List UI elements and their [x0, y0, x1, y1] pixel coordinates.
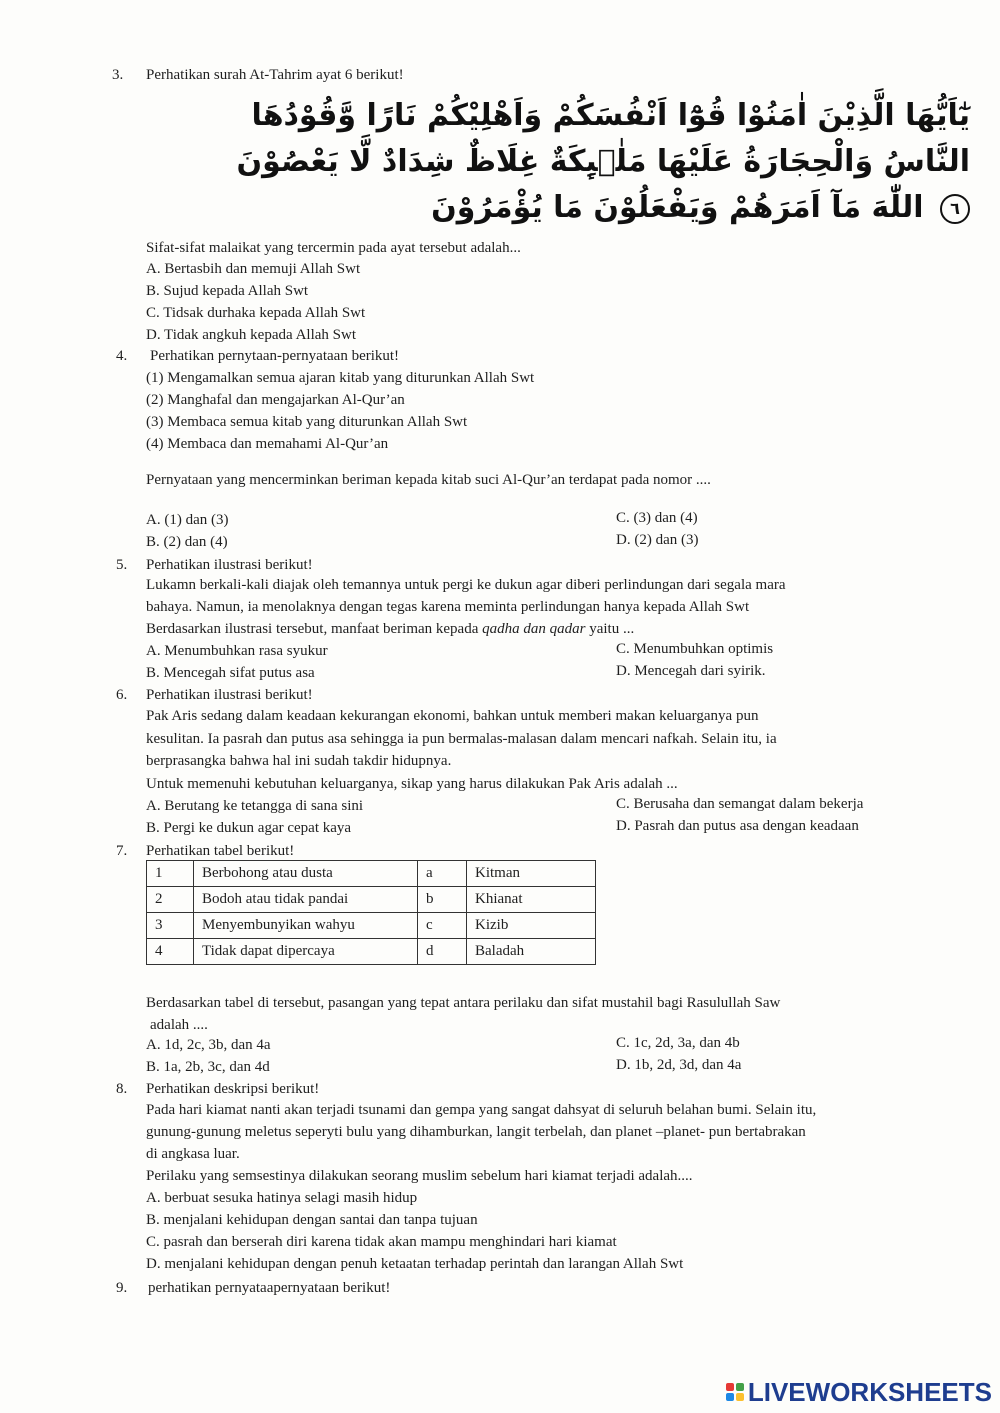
logo-text: LIVEWORKSHEETS [747, 1376, 992, 1407]
q6-option-a: A. Berutang ke tetangga di sana sini [146, 798, 364, 814]
liveworksheets-logo [726, 1377, 992, 1407]
q7-option-d: D. 1b, 2d, 3d, dan 4a [616, 1057, 742, 1073]
q8-prompt: Perhatikan deskripsi berikut! [146, 1081, 320, 1097]
q4-option-b: B. (2) dan (4) [146, 534, 228, 550]
q8-text-line-1: Pada hari kiamat nanti akan terjadi tsunami dan gempa yang sangat dahsyat di seluruh belahan bumi. Selain itu, [146, 1102, 817, 1118]
q4-statement-4: (4) Membaca dan memahami Al-Qur’an [146, 436, 389, 452]
q7-text-line-2: adalah .... [150, 1017, 208, 1033]
q8-option-d: D. menjalani kehidupan dengan penuh ketaatan terhadap perintah dan larangan Allah Swt [146, 1256, 684, 1272]
q5-question-post: yaitu ... [585, 621, 635, 637]
table-cell: Kizib [467, 913, 596, 939]
q3-arabic-line-1: يٰٓاَيُّهَا الَّذِيْنَ اٰمَنُوْا قُوْٓا اَنْفُسَكُمْ وَاَهْلِيْكُمْ نَارًا وَّقُوْدُهَا [251, 98, 970, 133]
q5-question [146, 620, 634, 638]
logo-square [726, 1393, 734, 1401]
q7-option-b: B. 1a, 2b, 3c, dan 4d [146, 1059, 270, 1075]
ayah-marker: ٦ [940, 194, 970, 224]
logo-square [726, 1383, 734, 1391]
q4-statement-3: (3) Membaca semua kitab yang diturunkan Allah Swt [146, 414, 468, 430]
q8-option-a: A. berbuat sesuka hatinya selagi masih hidup [146, 1190, 418, 1206]
q8-option-c: C. pasrah dan berserah diri karena tidak akan mampu menghindari hari kiamat [146, 1234, 617, 1250]
q6-option-d: D. Pasrah dan putus asa dengan keadaan [616, 818, 859, 834]
q6-text-line-3: berprasangka bahwa hal ini sudah takdir hidupnya. [146, 753, 452, 769]
table-row [147, 939, 596, 965]
table-cell: Menyembunyikan wahyu [194, 913, 418, 939]
q5-question-italic: qadha dan qadar [482, 621, 586, 637]
q8-text-line-3: di angkasa luar. [146, 1146, 240, 1162]
table-cell: Baladah [467, 939, 596, 965]
q5-text-line-1: Lukamn berkali-kali diajak oleh temannya untuk pergi ke dukun agar diberi perlindungan dari segala mara [146, 577, 786, 593]
q5-option-d: D. Mencegah dari syirik. [616, 663, 766, 679]
logo-square [736, 1393, 744, 1401]
table-cell: b [418, 887, 467, 913]
table-cell: a [418, 861, 467, 887]
table-cell: c [418, 913, 467, 939]
q5-prompt: Perhatikan ilustrasi berikut! [146, 557, 313, 573]
table-cell: Tidak dapat dipercaya [194, 939, 418, 965]
q5-option-a: A. Menumbuhkan rasa syukur [146, 643, 328, 659]
logo-mark-icon [726, 1383, 744, 1401]
q9-number: 9. [116, 1280, 128, 1296]
q3-prompt: Perhatikan surah At-Tahrim ayat 6 berikut! [146, 67, 404, 83]
q7-text-line-1: Berdasarkan tabel di tersebut, pasangan yang tepat antara perilaku dan sifat mustahil bagi Rasulullah Saw [146, 995, 781, 1011]
q4-option-d: D. (2) dan (3) [616, 532, 699, 548]
q4-statement-1: (1) Mengamalkan semua ajaran kitab yang diturunkan Allah Swt [146, 370, 535, 386]
table-cell: Berbohong atau dusta [194, 861, 418, 887]
q6-question: Untuk memenuhi kebutuhan keluarganya, sikap yang harus dilakukan Pak Aris adalah ... [146, 776, 678, 792]
q8-text-line-2: gunung-gunung meletus seperyti bulu yang dihamburkan, langit terbelah, dan planet –planet- pun bertabrakan [146, 1124, 806, 1140]
q5-number: 5. [116, 557, 128, 573]
q8-option-b: B. menjalani kehidupan dengan santai dan tanpa tujuan [146, 1212, 478, 1228]
q6-number: 6. [116, 687, 128, 703]
table-cell: Bodoh atau tidak pandai [194, 887, 418, 913]
q7-table [146, 860, 596, 965]
q3-arabic-line-3-text: اللّٰهَ مَآ اَمَرَهُمْ وَيَفْعَلُوْنَ مَا يُؤْمَرُوْنَ [431, 190, 924, 225]
q6-option-c: C. Berusaha dan semangat dalam bekerja [616, 796, 864, 812]
table-cell: Kitman [467, 861, 596, 887]
q9-prompt: perhatikan pernyataapernyataan berikut! [148, 1280, 391, 1296]
q8-number: 8. [116, 1081, 128, 1097]
q7-option-c: C. 1c, 2d, 3a, dan 4b [616, 1035, 740, 1051]
q7-prompt: Perhatikan tabel berikut! [146, 843, 295, 859]
table-row [147, 887, 596, 913]
q6-prompt: Perhatikan ilustrasi berikut! [146, 687, 313, 703]
q3-question: Sifat-sifat malaikat yang tercermin pada ayat tersebut adalah... [146, 240, 521, 256]
q5-option-c: C. Menumbuhkan optimis [616, 641, 774, 657]
q7-number: 7. [116, 843, 128, 859]
table-row [147, 861, 596, 887]
q3-arabic-line-2: النَّاسُ وَالْحِجَارَةُ عَلَيْهَا مَلٰۤىِٕكَةٌ غِلَاظٌ شِدَادٌ لَّا يَعْصُوْنَ [236, 144, 970, 179]
table-cell: 2 [147, 887, 194, 913]
q3-arabic-line-3 [330, 190, 970, 225]
q4-option-a: A. (1) dan (3) [146, 512, 229, 528]
q6-option-b: B. Pergi ke dukun agar cepat kaya [146, 820, 352, 836]
q4-number: 4. [116, 348, 128, 364]
table-cell: 3 [147, 913, 194, 939]
q7-option-a: A. 1d, 2c, 3b, dan 4a [146, 1037, 271, 1053]
q8-question: Perilaku yang semsestinya dilakukan seorang muslim sebelum hari kiamat terjadi adalah.... [146, 1168, 693, 1184]
q3-option-d: D. Tidak angkuh kepada Allah Swt [146, 327, 356, 343]
q4-question: Pernyataan yang mencerminkan beriman kepada kitab suci Al-Qur’an terdapat pada nomor .... [146, 472, 711, 488]
table-cell: Khianat [467, 887, 596, 913]
q6-text-line-2: kesulitan. Ia pasrah dan putus asa sehingga ia pun bermalas-malasan dalam mencari nafkah. Selain itu, ia [146, 731, 777, 747]
logo-square [736, 1383, 744, 1391]
q4-prompt: Perhatikan pernytaan-pernyataan berikut! [150, 348, 400, 364]
q4-option-c: C. (3) dan (4) [616, 510, 698, 526]
q4-statement-2: (2) Manghafal dan mengajarkan Al-Qur’an [146, 392, 405, 408]
table-cell: d [418, 939, 467, 965]
q5-question-pre: Berdasarkan ilustrasi tersebut, manfaat beriman kepada [146, 621, 483, 637]
q3-option-b: B. Sujud kepada Allah Swt [146, 283, 309, 299]
table-cell: 4 [147, 939, 194, 965]
table-cell: 1 [147, 861, 194, 887]
q3-number: 3. [112, 67, 124, 83]
q5-option-b: B. Mencegah sifat putus asa [146, 665, 315, 681]
table-row [147, 913, 596, 939]
q5-text-line-2: bahaya. Namun, ia menolaknya dengan tegas karena meminta perlindungan hanya kepada Allah Swt [146, 599, 750, 615]
q3-option-a: A. Bertasbih dan memuji Allah Swt [146, 261, 361, 277]
q6-text-line-1: Pak Aris sedang dalam keadaan kekurangan ekonomi, bahkan untuk memberi makan keluarganya pun [146, 708, 759, 724]
q3-option-c: C. Tidsak durhaka kepada Allah Swt [146, 305, 366, 321]
